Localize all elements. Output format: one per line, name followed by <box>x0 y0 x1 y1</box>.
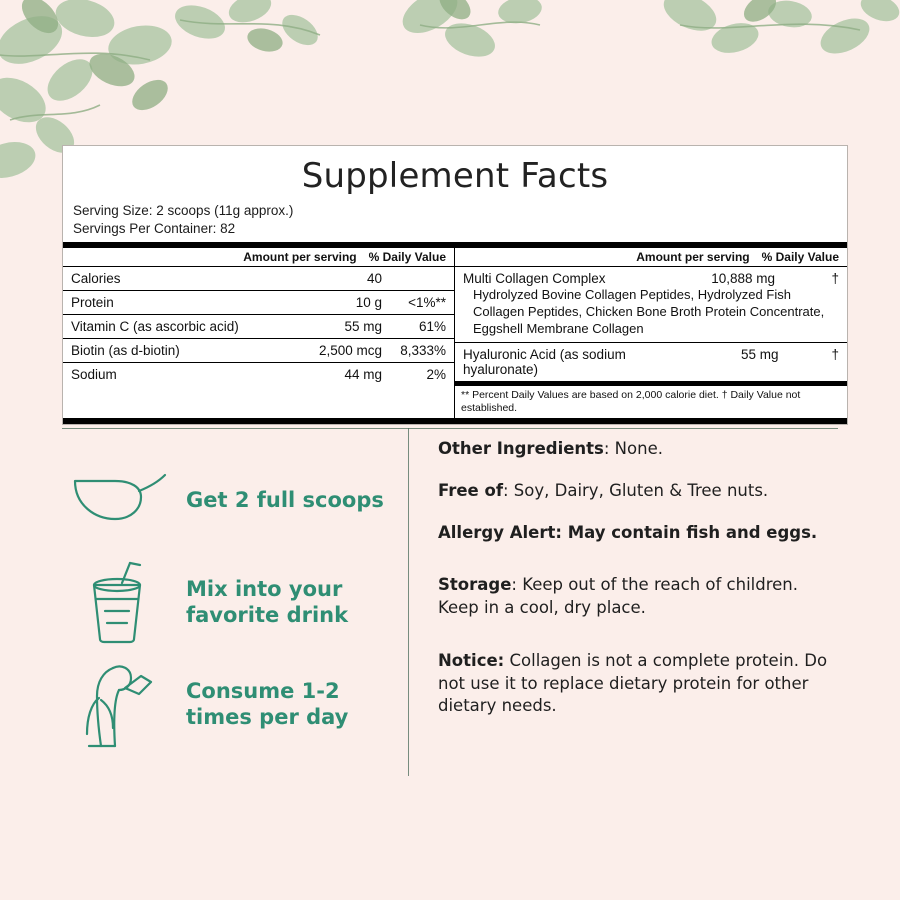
nutrition-left-column <box>63 248 455 418</box>
blend-name: Multi Collagen Complex <box>463 271 606 287</box>
nutrient-name: Sodium <box>71 367 117 383</box>
nutrient-dv: 2% <box>426 367 446 383</box>
notice-value: Collagen is not a complete protein. Do not use it to replace dietary protein for other dietary needs. <box>438 650 828 716</box>
panel-bottom-rule <box>63 418 847 424</box>
blend-dv: † <box>831 271 839 287</box>
nutrient-name: Biotin (as d-biotin) <box>71 343 180 359</box>
nutrient-name: Hyaluronic Acid (as sodium hyaluronate) <box>463 347 626 378</box>
scoop-icon <box>62 453 172 548</box>
nutrition-right-column <box>455 248 847 418</box>
table-row <box>63 267 454 291</box>
blend-sources: Hydrolyzed Bovine Collagen Peptides, Hydrolyzed Fish Collagen Peptides, Chicken Bone Broth Protein Concentrate, Eggshell Membrane Collagen <box>473 287 825 337</box>
other-ingredients-label: Other Ingredients <box>438 439 604 458</box>
table-row-blend <box>455 267 847 343</box>
usage-step <box>62 552 402 652</box>
nutrient-amount: 44 mg <box>344 367 382 383</box>
nutrient-name: Protein <box>71 295 114 311</box>
nutrient-name: Vitamin C (as ascorbic acid) <box>71 319 239 335</box>
usage-step-label: Mix into your favorite drink <box>186 576 349 627</box>
nutrient-amount: 10 g <box>355 295 382 311</box>
nutrient-dv: † <box>831 347 839 363</box>
free-of-value: : Soy, Dairy, Gluten & Tree nuts. <box>503 480 769 500</box>
nutrient-dv: 61% <box>418 319 446 335</box>
right-header-dv: % Daily Value <box>761 250 839 265</box>
person-drinking-icon <box>62 657 172 752</box>
drink-cup-icon <box>62 555 172 650</box>
servings-per-container: Servings Per Container: 82 <box>73 221 236 237</box>
free-of <box>438 480 838 503</box>
storage-value: : Keep out of the reach of children. Keep in a cool, dry place. <box>438 575 799 618</box>
nutrient-dv: <1%** <box>408 295 446 311</box>
right-column-header <box>455 248 847 267</box>
left-header-amount: Amount per serving <box>243 250 357 265</box>
usage-step-label: Consume 1-2 times per day <box>186 678 349 729</box>
allergy-alert-label: Allergy Alert: May contain fish and eggs. <box>438 522 818 542</box>
nutrient-amount: 55 mg <box>740 347 779 363</box>
usage-step-label: Get 2 full scoops <box>186 487 384 512</box>
table-row <box>63 339 454 363</box>
blend-amount: 10,888 mg <box>711 271 775 287</box>
serving-info <box>63 202 847 242</box>
usage-step <box>62 654 402 754</box>
table-row <box>63 315 454 339</box>
table-row <box>455 343 847 382</box>
notice-label: Notice: <box>438 650 505 670</box>
horizontal-divider <box>62 428 838 429</box>
storage-label: Storage <box>438 575 512 595</box>
product-info <box>438 438 838 737</box>
notice <box>438 650 838 718</box>
other-ingredients-value: : None. <box>603 439 663 458</box>
table-row <box>63 363 454 386</box>
left-header-dv: % Daily Value <box>368 250 446 265</box>
nutrient-dv: 8,333% <box>400 343 446 359</box>
right-header-amount: Amount per serving <box>636 250 750 265</box>
usage-step <box>62 450 402 550</box>
nutrient-amount: 2,500 mcg <box>318 343 382 359</box>
left-column-header <box>63 248 454 267</box>
free-of-label: Free of <box>438 480 503 500</box>
facts-columns <box>63 242 847 418</box>
nutrient-name: Calories <box>71 271 121 287</box>
supplement-facts-panel <box>62 145 848 425</box>
nutrient-amount: 55 mg <box>344 319 382 335</box>
usage-steps <box>62 450 402 756</box>
table-row <box>63 291 454 315</box>
other-ingredients <box>438 438 838 461</box>
vertical-divider <box>408 428 409 776</box>
storage <box>438 574 838 620</box>
nutrient-amount: 40 <box>366 271 382 287</box>
serving-size: Serving Size: 2 scoops (11g approx.) <box>73 203 294 218</box>
allergy-alert <box>438 522 838 545</box>
daily-value-footnote: ** Percent Daily Values are based on 2,000 calorie diet. † Daily Value not established. <box>455 382 847 418</box>
panel-title: Supplement Facts <box>301 156 609 196</box>
